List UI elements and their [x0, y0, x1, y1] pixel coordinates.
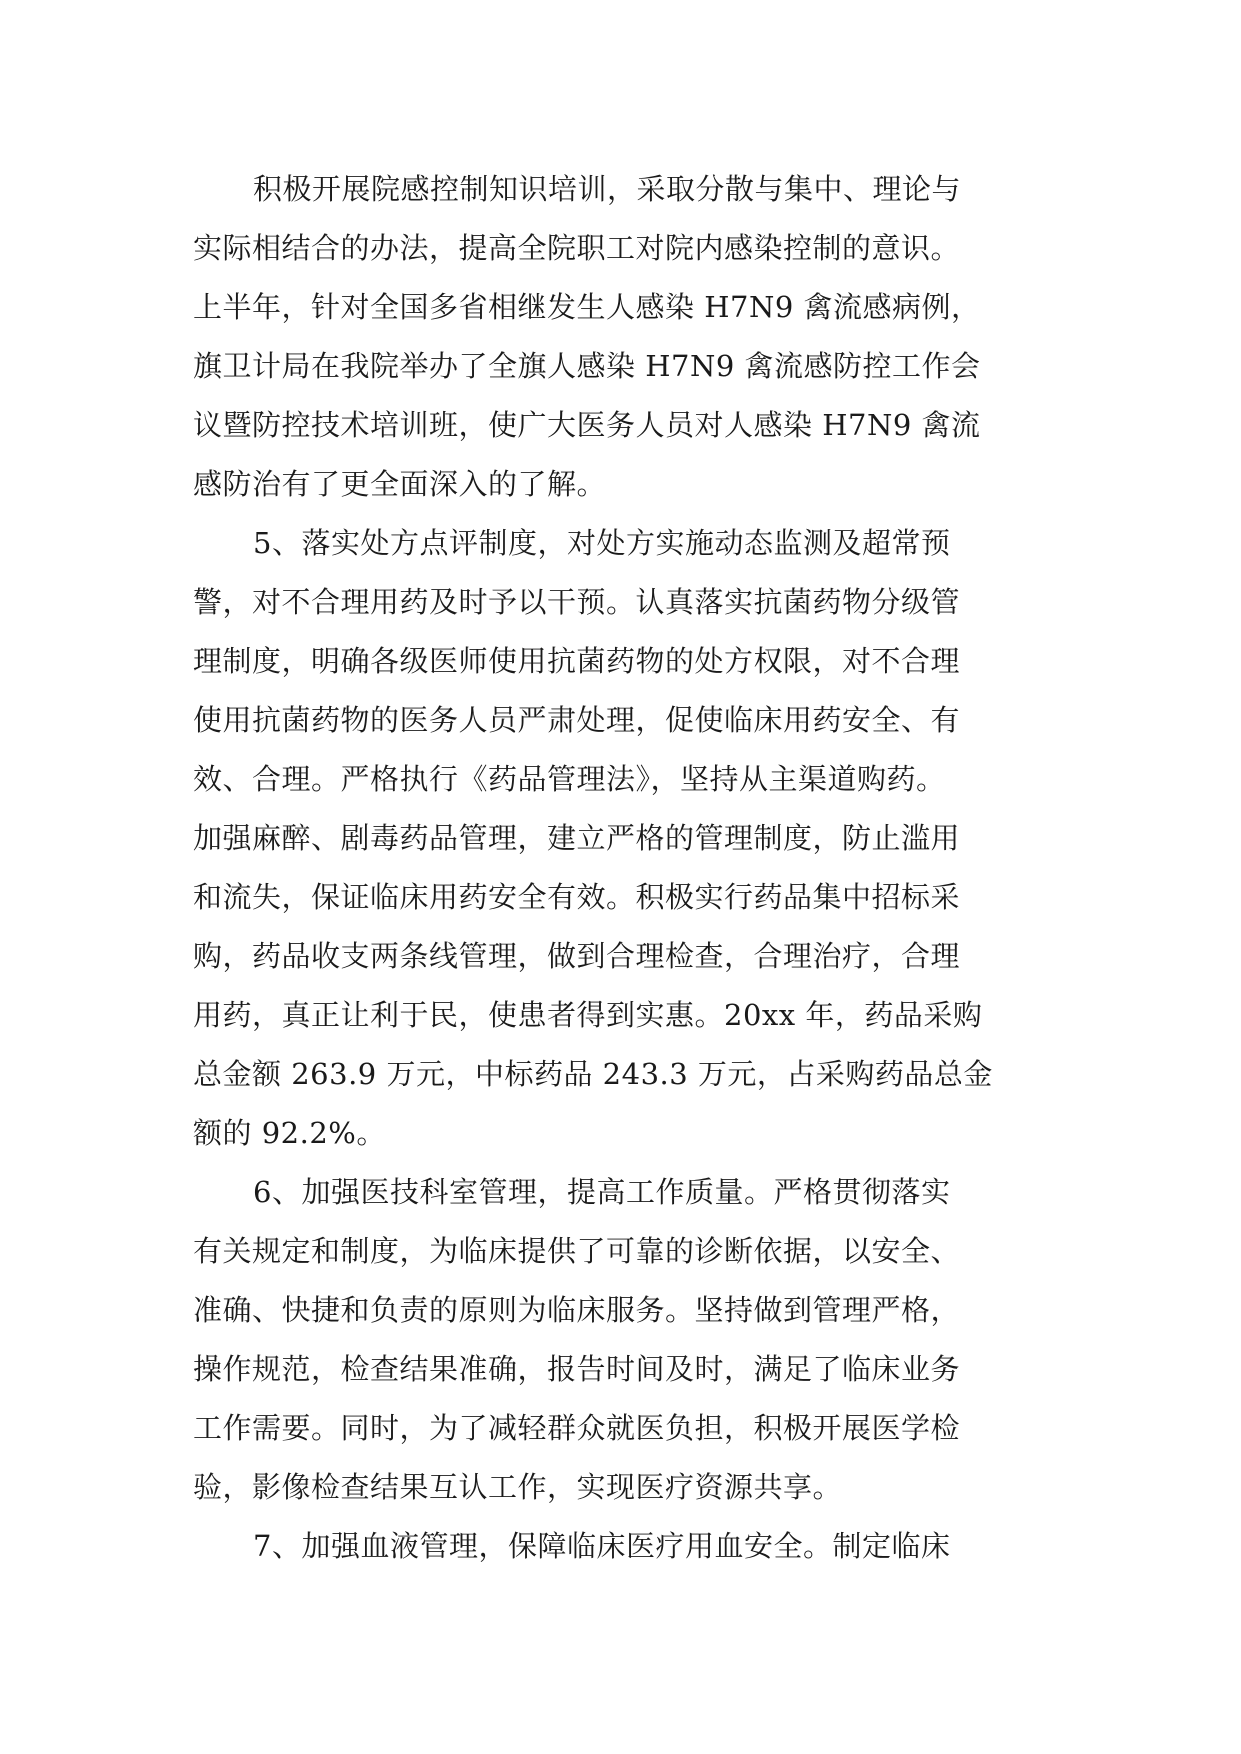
text-line: 额的 92.2%。: [193, 1116, 386, 1150]
text-line: 7、加强血液管理，保障临床医疗用血安全。制定临床: [253, 1529, 951, 1563]
text-line: 加强麻醉、剧毒药品管理，建立严格的管理制度，防止滥用: [193, 821, 961, 855]
body-text: [193, 160, 1053, 1576]
text-line: 理制度，明确各级医师使用抗菌药物的处方权限，对不合理: [193, 644, 961, 678]
text-line: 警，对不合理用药及时予以干预。认真落实抗菌药物分级管: [193, 585, 961, 619]
text-line: 上半年，针对全国多省相继发生人感染 H7N9 禽流感病例，: [193, 290, 981, 324]
paragraph-infection-training: [193, 160, 1053, 514]
text-line: 用药，真正让利于民，使患者得到实惠。20xx 年，药品采购: [193, 998, 983, 1032]
text-line: 和流失，保证临床用药安全有效。积极实行药品集中招标采: [193, 880, 961, 914]
text-line: 感防治有了更全面深入的了解。: [193, 467, 607, 501]
paragraph-prescription-review: [193, 514, 1053, 1163]
text-line: 有关规定和制度，为临床提供了可靠的诊断依据，以安全、: [193, 1234, 961, 1268]
text-line: 效、合理。严格执行《药品管理法》，坚持从主渠道购药。: [193, 762, 946, 796]
text-line: 实际相结合的办法，提高全院职工对院内感染控制的意识。: [193, 231, 961, 265]
paragraph-blood-management: [193, 1517, 1053, 1576]
text-line: 积极开展院感控制知识培训，采取分散与集中、理论与: [253, 172, 962, 206]
paragraph-medical-tech-management: [193, 1163, 1053, 1517]
text-line: 购，药品收支两条线管理，做到合理检查，合理治疗，合理: [193, 939, 961, 973]
text-line: 使用抗菌药物的医务人员严肃处理，促使临床用药安全、有: [193, 703, 961, 737]
text-line: 5、落实处方点评制度，对处方实施动态监测及超常预: [253, 526, 951, 560]
text-line: 工作需要。同时，为了减轻群众就医负担，积极开展医学检: [193, 1411, 961, 1445]
text-line: 旗卫计局在我院举办了全旗人感染 H7N9 禽流感防控工作会: [193, 349, 981, 383]
text-line: 议暨防控技术培训班，使广大医务人员对人感染 H7N9 禽流: [193, 408, 981, 442]
text-line: 6、加强医技科室管理，提高工作质量。严格贯彻落实: [253, 1175, 951, 1209]
text-line: 验，影像检查结果互认工作，实现医疗资源共享。: [193, 1470, 843, 1504]
text-line: 总金额 263.9 万元，中标药品 243.3 万元，占采购药品总金: [193, 1057, 993, 1091]
text-line: 准确、快捷和负责的原则为临床服务。坚持做到管理严格，: [193, 1293, 961, 1327]
text-line: 操作规范，检查结果准确，报告时间及时，满足了临床业务: [193, 1352, 961, 1386]
